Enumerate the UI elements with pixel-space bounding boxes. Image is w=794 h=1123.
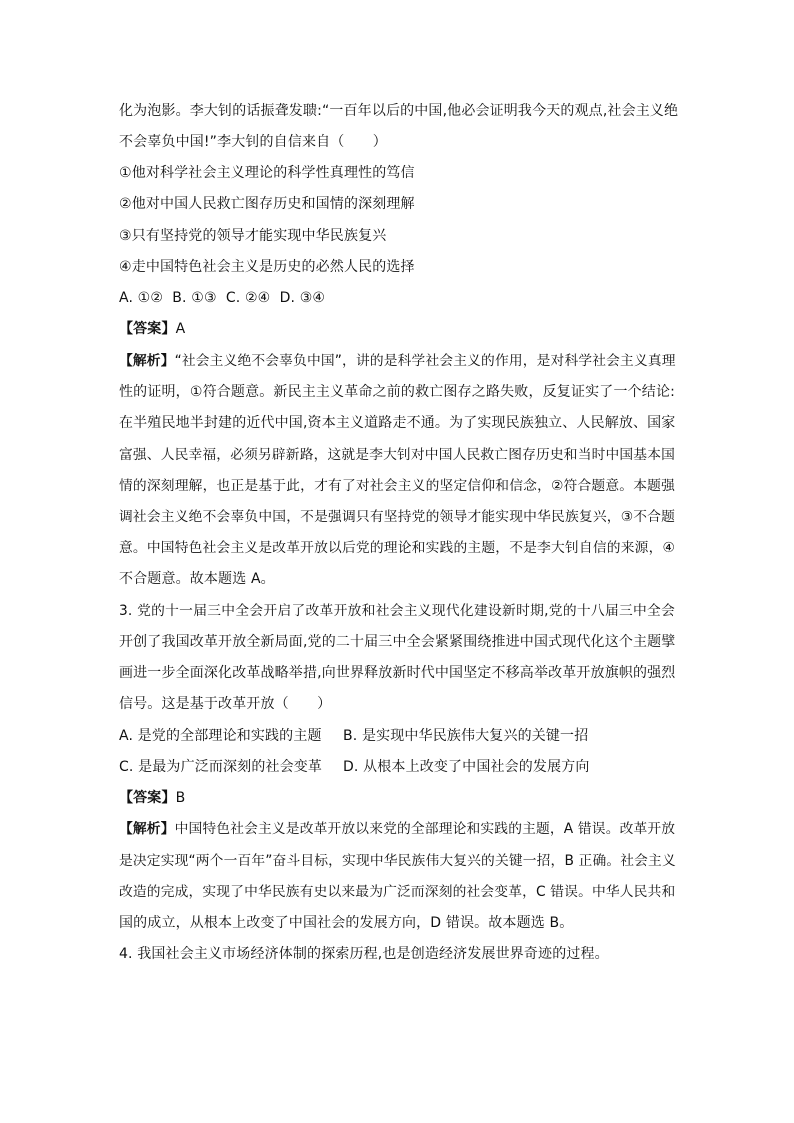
q2-analysis-line-1 xyxy=(119,350,675,372)
q3-option-c: C. 是最为广泛而深刻的社会变革 xyxy=(119,759,323,775)
q2-analysis-line-7: 意。中国特色社会主义是改革开放以后党的理论和实践的主题，不是李大钊自信的来源，④ xyxy=(119,540,675,556)
q2-options: A. ①② B. ①③ C. ②④ D. ③④ xyxy=(119,290,326,306)
q2-answer xyxy=(119,318,185,340)
q3-answer-value: B xyxy=(175,790,186,806)
q2-analysis-tag: 【解析】 xyxy=(119,353,175,369)
q2-answer-value: A xyxy=(175,321,186,337)
q3-stem-line-1: 3. 党的十一届三中全会开启了改革开放和社会主义现代化建设新时期,党的十八届三中全会 xyxy=(119,603,675,619)
q2-answer-tag: 【答案】 xyxy=(119,321,176,337)
q3-analysis-tag: 【解析】 xyxy=(119,821,175,837)
q2-analysis-line-5: 情的深刻理解，也正是基于此，才有了对社会主义的坚定信仰和信念，②符合题意。本题强 xyxy=(119,478,675,494)
q4-stem: 4. 我国社会主义市场经济体制的探索历程,也是创造经济发展世界奇迹的过程。 xyxy=(119,946,609,962)
q2-stem-line-2: 不会辜负中国!”李大钊的自信来自（ ） xyxy=(119,134,387,150)
q3-analysis-line-1 xyxy=(119,818,675,840)
q3-option-d: D. 从根本上改变了中国社会的发展方向 xyxy=(343,759,590,775)
q2-stem-line-1: 化为泡影。李大钊的话振聋发聩:“一百年以后的中国,他必会证明我今天的观点,社会主义绝 xyxy=(119,103,679,119)
q3-options-row-2 xyxy=(119,756,675,778)
q2-item-3: ③只有坚持党的领导才能实现中华民族复兴 xyxy=(119,228,387,244)
q3-option-b: B. 是实现中华民族伟大复兴的关键一招 xyxy=(343,728,589,744)
q2-analysis-line-4: 富强、人民幸福，必须另辟新路，这就是李大钊对中国人民救亡图存历史和当时中国基本国 xyxy=(119,447,676,463)
q3-analysis-line-3: 改造的完成，实现了中华民族有史以来最为广泛而深刻的社会变革，C 错误。中华人民共和 xyxy=(119,884,676,900)
q2-analysis-line-8: 不合题意。故本题选 A。 xyxy=(119,571,275,587)
q2-item-1: ①他对科学社会主义理论的科学性真理性的笃信 xyxy=(119,165,415,181)
q3-analysis-text-1: 中国特色社会主义是改革开放以来党的全部理论和实践的主题，A 错误。改革开放 xyxy=(174,821,676,837)
q2-analysis-line-2: 性的证明，①符合题意。新民主主义革命之前的救亡图存之路失败，反复证实了一个结论: xyxy=(119,384,675,400)
q3-stem-line-4: 信号。这是基于改革开放（ ） xyxy=(119,696,332,712)
q3-analysis-line-2: 是决定实现“两个一百年”奋斗目标，实现中华民族伟大复兴的关键一招，B 正确。社会主义 xyxy=(119,853,676,869)
q2-analysis-text-1: “社会主义绝不会辜负中国”，讲的是科学社会主义的作用，是对科学社会主义真理 xyxy=(174,353,676,369)
q3-analysis-line-4: 国的成立，从根本上改变了中国社会的发展方向，D 错误。故本题选 B。 xyxy=(119,915,574,931)
q3-options-row-1 xyxy=(119,725,675,747)
q2-analysis-line-3: 在半殖民地半封建的近代中国,资本主义道路走不通。为了实现民族独立、人民解放、国家 xyxy=(119,415,676,431)
q2-analysis-line-6: 调社会主义绝不会辜负中国，不是强调只有坚持党的领导才能实现中华民族复兴，③不合题 xyxy=(119,509,675,525)
q2-item-4: ④走中国特色社会主义是历史的必然人民的选择 xyxy=(119,259,415,275)
q3-answer xyxy=(119,787,185,809)
q3-option-a: A. 是党的全部理论和实践的主题 xyxy=(119,728,322,744)
q3-stem-line-2: 开创了我国改革开放全新局面,党的二十届三中全会紧紧围绕推进中国式现代化这个主题擘 xyxy=(119,634,676,650)
q2-item-2: ②他对中国人民救亡图存历史和国情的深刻理解 xyxy=(119,196,415,212)
q3-answer-tag: 【答案】 xyxy=(119,790,176,806)
q3-stem-line-3: 画进一步全面深化改革战略举措,向世界释放新时代中国坚定不移高举改革开放旗帜的强烈 xyxy=(119,665,676,681)
